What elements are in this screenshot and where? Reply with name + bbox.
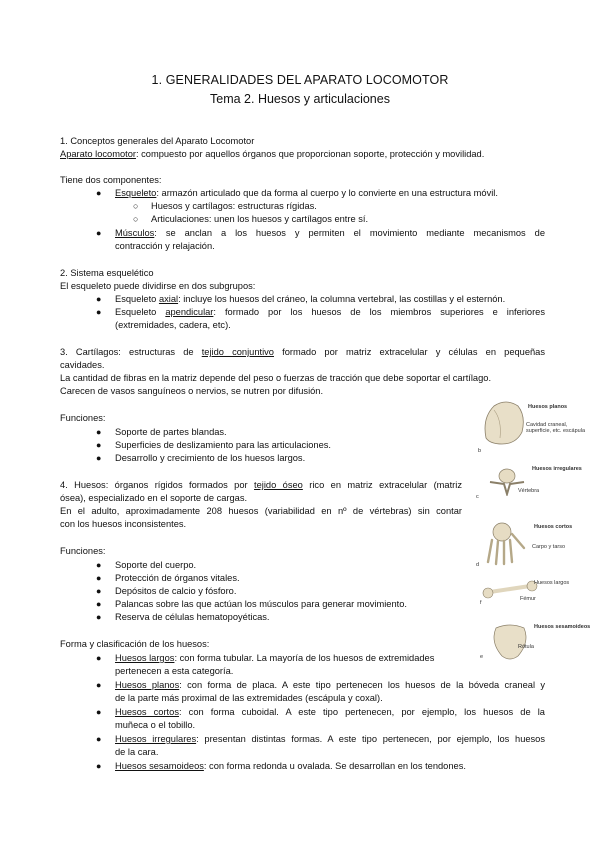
bullet-icon: ●: [96, 612, 102, 622]
document-subtitle: Tema 2. Huesos y articulaciones: [210, 92, 390, 106]
s4-function: Soporte del cuerpo.: [115, 560, 197, 570]
text: 3. Cartílagos: estructuras de: [60, 347, 202, 357]
bullet-icon: ●: [96, 707, 102, 717]
s4-function: Depósitos de calcio y fósforo.: [115, 586, 237, 596]
term: axial: [158, 294, 179, 304]
s4-function: Reserva de células hematopoyéticas.: [115, 612, 270, 622]
s3-function: Superficies de deslizamiento para las articulaciones.: [115, 440, 332, 450]
label-sesamoid-bones: Huesos sesamoideos: [534, 624, 591, 630]
text: Esqueleto: [115, 307, 166, 317]
bullet-icon: ●: [96, 188, 102, 198]
s1-bullet-1: [115, 187, 498, 199]
text: : con forma tubular. La mayoría de los huesos de extremidades: [174, 653, 435, 663]
term: tejido conjuntivo: [201, 347, 274, 357]
s5-heading: Forma y clasificación de los huesos:: [60, 639, 210, 649]
term: Huesos cortos: [115, 707, 179, 717]
s4-function: Protección de órganos vitales.: [115, 573, 240, 583]
s5-sesamoideos: [115, 760, 466, 772]
section-1-heading: 1. Conceptos generales del Aparato Locomotor: [60, 136, 255, 146]
bullet-icon: ●: [96, 573, 102, 583]
s4-function: Palancas sobre las que actúan los músculos para generar movimiento.: [115, 599, 407, 609]
bullet-icon: ●: [96, 228, 102, 238]
bullet-icon: ●: [96, 761, 102, 771]
text: 4. Huesos: órganos rígidos formados por: [60, 480, 255, 490]
s2-bullet-2: [115, 306, 545, 318]
label-flat-bones: Huesos planos: [528, 404, 568, 410]
s4-line-1: [60, 479, 462, 491]
s5-cortos-cont: muñeca o el tobillo.: [115, 720, 196, 730]
circle-bullet-icon: ○: [133, 214, 139, 224]
bullet-icon: ●: [96, 680, 102, 690]
s2-intro: El esqueleto puede dividirse en dos subgrupos:: [60, 281, 256, 291]
bullet-icon: ●: [96, 307, 102, 317]
s3-line-1: [60, 346, 545, 358]
s1-sub-1: Huesos y cartílagos: estructuras rígidas.: [151, 201, 317, 211]
label-long-bones: Huesos largos: [534, 580, 570, 586]
s5-largos: [115, 652, 434, 664]
text: : incluye los huesos del cráneo, la columna vertebral, las costillas y el esternón.: [178, 294, 506, 304]
text: formado por matriz extracelular y células en pequeñas: [273, 347, 546, 357]
bullet-icon: ●: [96, 599, 102, 609]
bone-types-figure: [474, 396, 594, 666]
s5-planos: [115, 679, 545, 691]
document-title: 1. GENERALIDADES DEL APARATO LOCOMOTOR: [151, 73, 449, 87]
text: : se anclan a los huesos y permiten el movimiento mediante mecanismos de: [154, 228, 545, 238]
letter-e: e: [480, 654, 484, 660]
text: Esqueleto: [115, 294, 159, 304]
s5-planos-cont: de la parte más proximal de las extremidades (escápula y coxal).: [115, 693, 383, 703]
bullet-icon: ●: [96, 653, 102, 663]
term: Huesos planos: [115, 680, 180, 690]
text: : con forma redonda u ovalada. Se desarrollan en los tendones.: [203, 761, 466, 771]
label-irregular-bones-sub: Vértebra: [518, 488, 540, 494]
section-2-heading: 2. Sistema esquelético: [60, 268, 154, 278]
bullet-icon: ●: [96, 440, 102, 450]
s1-intro: Tiene dos componentes:: [60, 175, 162, 185]
letter-d: d: [476, 562, 480, 568]
term: Músculos: [115, 228, 155, 238]
s1-definition: [60, 148, 484, 160]
term: Esqueleto: [115, 188, 157, 198]
text: : con forma cuboidal. A este tipo pertenecen, por ejemplo, los huesos de la: [178, 707, 545, 717]
term: tejido óseo: [254, 480, 303, 490]
s3-line-3: La cantidad de fibras en la matriz depende del peso o fuerzas de tracción que debe soportar el cartílago.: [60, 373, 492, 383]
s3-functions-heading: Funciones:: [60, 413, 106, 423]
bullet-icon: ●: [96, 453, 102, 463]
s4-line-4: con los huesos inconsistentes.: [60, 519, 187, 529]
term: Huesos irregulares: [115, 734, 197, 744]
label-irregular-bones: Huesos irregulares: [532, 466, 582, 472]
s4-line-3: En el adulto, aproximadamente 208 huesos (variabilidad en nº de vértebras) sin contar: [60, 506, 462, 516]
sesamoid-bone-illustration: [488, 622, 532, 662]
s4-functions-heading: Funciones:: [60, 546, 106, 556]
label-long-bones-sub: Fémur: [520, 596, 536, 602]
s3-line-4: Carecen de vasos sanguíneos o nervios, se nutren por difusión.: [60, 386, 324, 396]
bullet-icon: ●: [96, 560, 102, 570]
s5-largos-cont: pertenecen a esta categoría.: [115, 666, 234, 676]
term: Huesos sesamoideos: [115, 761, 204, 771]
label-flat-bones-sub: Cavidad craneal, superficie, etc. escápula: [526, 422, 586, 434]
term: Huesos largos: [115, 653, 175, 663]
s3-line-2: cavidades.: [60, 360, 105, 370]
short-bones-illustration: [482, 518, 530, 566]
label-short-bones: Huesos cortos: [534, 524, 573, 530]
text: : formado por los huesos de los miembros superiores e inferiores: [213, 307, 545, 317]
s2-bullet-1: [115, 293, 505, 305]
s1-sub-2: Articulaciones: unen los huesos y cartílagos entre sí.: [151, 214, 369, 224]
s5-irregulares-cont: de la cara.: [115, 747, 159, 757]
bullet-icon: ●: [96, 734, 102, 744]
s5-irregulares: [115, 733, 545, 745]
text: : compuesto por aquellos órganos que proporcionan soporte, protección y movilidad.: [135, 149, 485, 159]
letter-c: c: [476, 494, 479, 500]
text: rico en matriz extracelular (matriz: [302, 480, 462, 490]
term: apendicular: [165, 307, 214, 317]
text: : armazón articulado que da forma al cuerpo y lo convierte en una estructura móvil.: [156, 188, 498, 198]
label-short-bones-sub: Carpo y tarso: [532, 544, 566, 550]
s4-line-2: ósea), especializado en el soporte de cargas.: [60, 493, 248, 503]
s3-function: Desarrollo y crecimiento de los huesos largos.: [115, 453, 306, 463]
flat-bone-illustration: [480, 398, 526, 450]
s2-bullet-2-cont: (extremidades, cadera, etc).: [115, 320, 231, 330]
text: : con forma de placa. A este tipo pertenecen los huesos de la bóveda craneal y: [179, 680, 545, 690]
term: Aparato locomotor: [60, 149, 136, 159]
letter-f: f: [480, 600, 482, 606]
letter-b: b: [478, 448, 482, 454]
s5-cortos: [115, 706, 545, 718]
circle-bullet-icon: ○: [133, 201, 139, 211]
bullet-icon: ●: [96, 427, 102, 437]
label-sesamoid-bones-sub: Rótula: [518, 644, 534, 650]
bullet-icon: ●: [96, 586, 102, 596]
text: : presentan distintas formas. A este tipo pertenecen, por ejemplo, los huesos: [196, 734, 545, 744]
s3-function: Soporte de partes blandas.: [115, 427, 227, 437]
s1-bullet-2: [115, 227, 545, 239]
s1-bullet-2-cont: contracción y relajación.: [115, 241, 215, 251]
bullet-icon: ●: [96, 294, 102, 304]
